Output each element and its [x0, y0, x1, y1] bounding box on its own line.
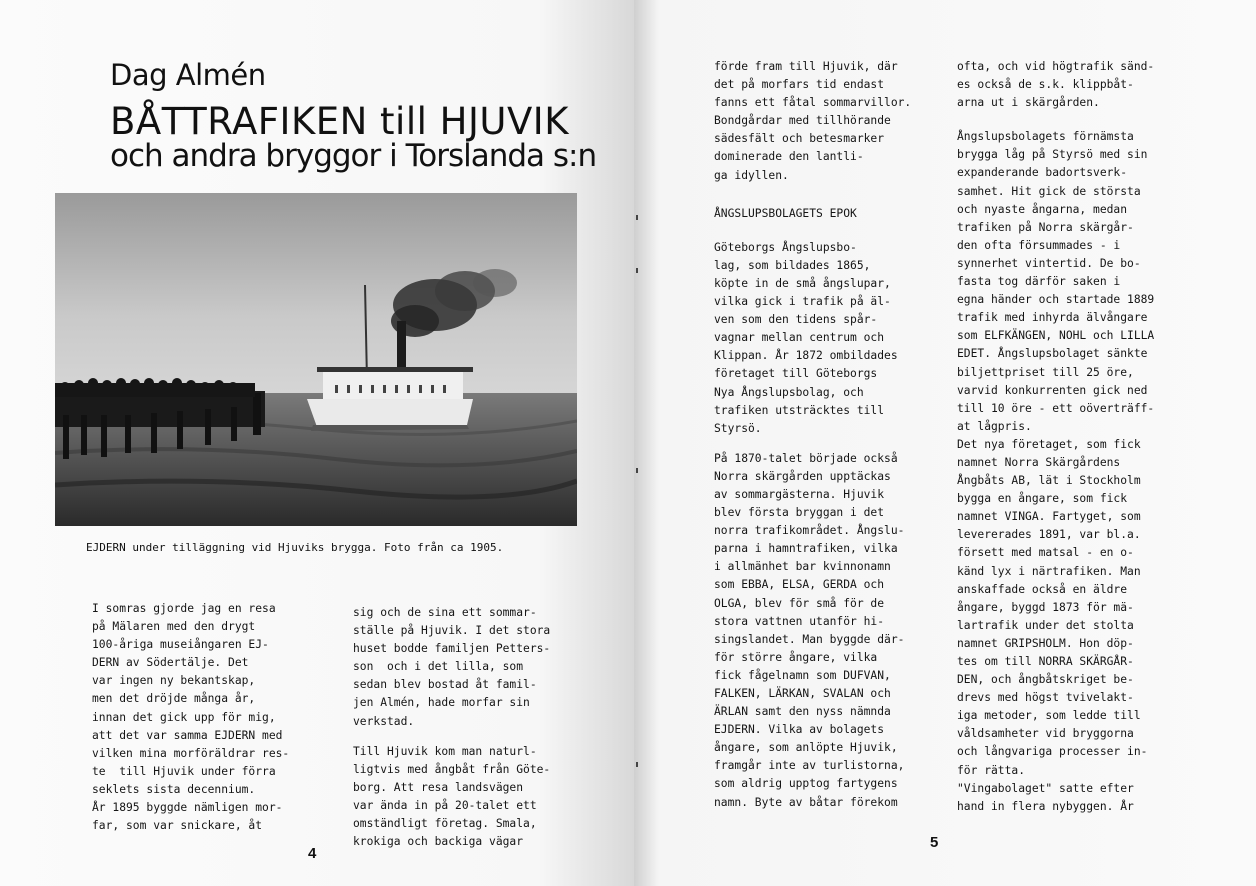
text-line: brygga låg på Styrsö med sin	[957, 148, 1148, 162]
text-line: på Mälaren med den drygt	[92, 620, 256, 634]
binding-mark	[636, 215, 638, 220]
text-line: Ångslupsbolagets förnämsta	[957, 130, 1134, 144]
text-line: ligtvis med ångbåt från Göte-	[353, 762, 551, 776]
text-line: varvid konkurrenten gick ned	[957, 383, 1148, 397]
text-line: anskaffade också en äldre	[957, 582, 1128, 596]
binding-mark	[636, 268, 638, 273]
page-number-left: 4	[308, 845, 317, 862]
text-line: te till Hjuvik under förra	[92, 764, 276, 778]
text-line: av sommargästerna. Hjuvik	[714, 487, 885, 501]
text-line: vilka gick i trafik på äl-	[714, 295, 891, 309]
text-line: norra trafikområdet. Ångslu-	[714, 524, 905, 538]
text-line: framgår inte av turlistorna,	[714, 759, 905, 773]
text-line: i allmänhet bar kvinnonamn	[714, 560, 891, 574]
text-line: försett med matsal - en o-	[957, 546, 1134, 560]
section-heading: ÅNGSLUPSBOLAGETS EPOK	[714, 206, 857, 220]
text-line: namnet Norra Skärgårdens	[957, 455, 1121, 469]
text-line: OLGA, blev för små för de	[714, 596, 885, 610]
page-number-right: 5	[930, 834, 939, 851]
text-line: och långvariga processer in-	[957, 745, 1148, 759]
text-line: sädesfält och betesmarker	[714, 132, 885, 146]
text-line: arna ut i skärgården.	[957, 96, 1100, 110]
text-line: vilken mina morföräldrar res-	[92, 746, 290, 760]
text-line: Norra skärgården upptäckas	[714, 469, 891, 483]
text-line: som aldrig upptog fartygens	[714, 777, 898, 791]
text-line: ångare, som anlöpte Hjuvik,	[714, 741, 898, 755]
text-line: samhet. Hit gick de största	[957, 184, 1141, 198]
text-line: seklets sista decennium.	[92, 782, 256, 796]
text-line: dominerade den lantli-	[714, 150, 864, 164]
text-line: hand in flera nybyggen. År	[957, 799, 1134, 813]
left-column-2	[353, 604, 550, 851]
text-line: DERN av Södertälje. Det	[92, 656, 249, 670]
left-column-1	[92, 600, 289, 835]
text-line: krokiga och backiga vägar	[353, 835, 524, 849]
right-column-1	[714, 58, 911, 812]
text-line: singslandet. Man byggde där-	[714, 632, 905, 646]
text-line: innan det gick upp för mig,	[92, 710, 276, 724]
text-line: det på morfars tid endast	[714, 78, 885, 92]
text-line: På 1870-talet började också	[714, 451, 898, 465]
text-line: synnerhet vintertid. De bo-	[957, 256, 1141, 270]
text-line: vagnar mellan centrum och	[714, 331, 885, 345]
text-line: Styrsö.	[714, 421, 762, 435]
text-line: var ända in på 20-talet ett	[353, 798, 537, 812]
steamship-photo	[55, 193, 577, 526]
text-line: huset bodde familjen Petters-	[353, 642, 551, 656]
text-line: sig och de sina ett sommar-	[353, 606, 537, 619]
text-line: Nya Ångslupsbolag, och	[714, 385, 864, 399]
right-page	[634, 0, 1256, 886]
text-line: ÄRLAN samt den nyss nämnda	[714, 705, 891, 719]
text-line: köpte in de små ångslupar,	[714, 276, 891, 290]
text-line: namnet VINGA. Fartyget, som	[957, 510, 1141, 524]
text-line: tes om till NORRA SKÄRGÅR-	[957, 655, 1134, 668]
text-line: sedan blev bostad åt famil-	[353, 678, 537, 692]
photo-caption: EJDERN under tilläggning vid Hjuviks brygga. Foto från ca 1905.	[86, 541, 504, 554]
text-line: far, som var snickare, åt	[92, 819, 263, 833]
text-line: trafiken på Norra skärgår-	[957, 220, 1134, 234]
text-line: namnet GRIPSHOLM. Hon döp-	[957, 636, 1134, 650]
text-line: at lågpris.	[957, 419, 1032, 433]
right-column-2	[957, 58, 1154, 816]
text-line: och nyaste ångarna, medan	[957, 202, 1128, 216]
text-line: blev första bryggan i det	[714, 506, 885, 520]
text-line: ofta, och vid högtrafik sänd-	[957, 60, 1155, 73]
text-line: jen Almén, hade morfar sin	[353, 696, 530, 710]
text-line: egna händer och startade 1889	[957, 293, 1155, 307]
text-line: ångare, byggd 1873 för mä-	[957, 600, 1134, 614]
text-line: EJDERN. Vilka av bolagets	[714, 723, 885, 737]
text-line: våldsamheter vid bryggorna	[957, 727, 1134, 741]
article-title: BÅTTRAFIKEN till HJUVIK	[110, 100, 569, 143]
text-line: parna i hamntrafiken, vilka	[714, 542, 898, 556]
text-line: lag, som bildades 1865,	[714, 258, 871, 272]
text-line: den ofta försummades - i	[957, 238, 1121, 252]
text-line: fick fågelnamn som DUFVAN,	[714, 668, 891, 682]
text-line: iga metoder, som ledde till	[957, 709, 1141, 723]
text-line: Klippan. År 1872 ombildades	[714, 349, 898, 363]
text-line: År 1895 byggde nämligen mor-	[92, 801, 283, 815]
text-line: omständligt företag. Smala,	[353, 817, 537, 831]
text-line: biljettpriset till 25 öre,	[957, 365, 1134, 379]
text-line: "Vingabolaget" satte efter	[957, 781, 1134, 795]
text-line: för större ångare, vilka	[714, 650, 878, 664]
text-line: EDET. Ångslupsbolaget sänkte	[957, 347, 1148, 361]
text-line: till 10 öre - ett oöverträff-	[957, 401, 1155, 415]
text-line: ga idyllen.	[714, 168, 789, 182]
text-line: som ELFKÄNGEN, NOHL och LILLA	[957, 329, 1155, 343]
text-line: son och i det lilla, som	[353, 660, 524, 674]
binding-mark	[636, 762, 638, 767]
text-line: verkstad.	[353, 714, 415, 728]
text-line: för rätta.	[957, 763, 1026, 777]
text-line: som EBBA, ELSA, GERDA och	[714, 578, 885, 592]
text-line: expanderande badortsverk-	[957, 166, 1128, 180]
text-line: Det nya företaget, som fick	[957, 437, 1141, 451]
text-line: levererades 1891, var bl.a.	[957, 528, 1141, 542]
text-line: ställe på Hjuvik. I det stora	[353, 624, 551, 638]
text-line: men det dröjde många år,	[92, 692, 256, 706]
text-line: trafiken utsträcktes till	[714, 403, 885, 417]
text-line: Göteborgs Ångslupsbo-	[714, 240, 857, 254]
text-line: fasta tog därför saken i	[957, 275, 1121, 289]
text-line: var ingen ny bekantskap,	[92, 674, 256, 688]
text-line: es också de s.k. klippbåt-	[957, 78, 1134, 92]
text-line: bygga en ångare, som fick	[957, 492, 1128, 506]
text-line: trafik med inhyrda älvångare	[957, 311, 1148, 325]
text-line: ven som den tidens spår-	[714, 313, 878, 327]
text-line: Ångbåts AB, lät i Stockholm	[957, 474, 1141, 488]
text-line: att det var samma EJDERN med	[92, 728, 283, 742]
text-line: fanns ett fåtal sommarvillor.	[714, 96, 912, 110]
text-line: företaget till Göteborgs	[714, 367, 878, 381]
text-line: drevs med högst tvivelakt-	[957, 691, 1134, 705]
text-line: stora vattnen utanför hi-	[714, 614, 885, 628]
text-line: känd lyx i närtrafiken. Man	[957, 564, 1141, 578]
text-line: borg. Att resa landsvägen	[353, 780, 524, 794]
text-line: namn. Byte av båtar förekom	[714, 795, 898, 809]
author-name: Dag Almén	[110, 58, 266, 92]
binding-mark	[636, 468, 638, 473]
text-line: FALKEN, LÄRKAN, SVALAN och	[714, 687, 891, 700]
article-subtitle: och andra bryggor i Torslanda s:n	[110, 138, 597, 174]
text-line: Bondgårdar med tillhörande	[714, 114, 891, 128]
text-line: 100-åriga museiångaren EJ-	[92, 638, 269, 652]
text-line: förde fram till Hjuvik, där	[714, 60, 898, 73]
text-line: DEN, och ångbåtskriget be-	[957, 673, 1134, 687]
text-line: I somras gjorde jag en resa	[92, 602, 276, 615]
text-line: Till Hjuvik kom man naturl-	[353, 744, 537, 758]
text-line: lartrafik under det stolta	[957, 618, 1134, 632]
